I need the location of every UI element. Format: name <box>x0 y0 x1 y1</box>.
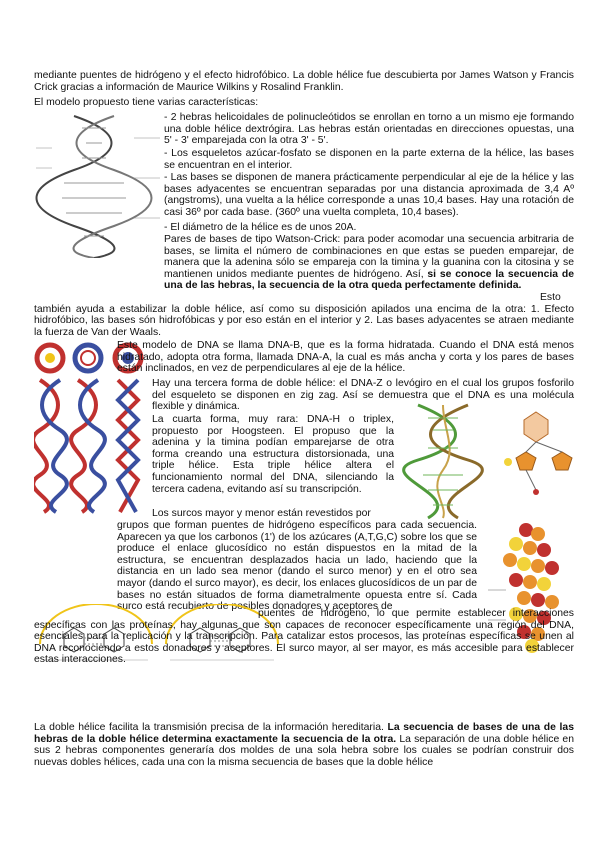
grooves-paragraph-middle: grupos que forman puentes de hidrógeno específicos para cada secuencia. Aparecen ya que los carbonos (1') de los azúcares (A,T,G,C) sobre los que se produce el enlace glucosídico no están dispuestos en la mitad de la estructura, se encuentran desplazados hacia un lado, haciendo que la distancia en un lado sea menor (dando el surco menor) y en el otro sea mayor (dando el surco mayor), es decir, los enlaces glucosídicos de un par de bases no están situados de forma diametralmente opuesta entre sí. Cada surco está recubierto de posibles donadores y aceptores de <box>117 520 477 613</box>
final-text-bold: La secuencia de bases de una de las hebras de la doble hélice determina exactamente la secuencia de la otra. <box>34 722 574 745</box>
watson-crick-paragraph-start <box>164 234 574 292</box>
final-text-end: La separación de una doble hélice en sus 2 hebras componentes generaría dos moldes de una sola hebra sobre los cuales se podrían construir dos nuevas dobles hélices, cada una con la misma secuencia de bases que la doble hélice <box>34 733 574 768</box>
final-paragraph <box>34 722 574 768</box>
bullet-helix-strands: - 2 hebras helicoidales de polinucleótidos se enrollan en torno a un mismo eje formando una doble hélice dextrógira. Las hebras están orientadas en direcciones opuestas, una 5' - 3' emparejada con la otra 3' - 5'. <box>164 112 574 147</box>
helix-strands <box>37 116 152 258</box>
intro-paragraph: mediante puentes de hidrógeno y el efecto hidrofóbico. La doble hélice fue descubierta por James Watson y Francis Crick gracias a información de Maurice Wilkins y Rosalind Franklin. <box>34 70 574 93</box>
dna-z-helix <box>118 380 138 512</box>
model-heading: El modelo propuesto tiene varias características: <box>34 97 259 108</box>
double-helix-diagram <box>34 108 162 258</box>
dna-b-paragraph: Este modelo de DNA se llama DNA-B, que es la forma hidratada. Cuando el DNA está menos hidratado, adopta otra forma, llamada DNA-A, la cual es más ancha y corta y los pares de bases están inclinados, en vez de perpendiculares al eje de la hélice. <box>117 340 574 375</box>
dna-z-paragraph: Hay una tercera forma de doble hélice: el DNA-Z o levógiro en el cual los grupos fosforilo del esqueleto se disponen en zig zag. Así se demuestra que el DNA es una molécula flexible y dinámica. <box>152 378 574 413</box>
bullet-bases: - Las bases se disponen de manera prácticamente perpendicular al eje de la hélice y las bases adyacentes se encuentran separadas por una distancia aproximada de 3,4 Aº (angstroms), una vuelta a la hélice corresponde a unas 10,4 bases. Hay una rotación de casi 36º por cada base. (360º una vuelta completa, 10,4 bases). <box>164 172 574 218</box>
dna-h-paragraph: La cuarta forma, muy rara: DNA-H o triplex, propuesto por Hoogsteen. El propuso que la adenina y la timina podían emparejarse de otra forma creando una estructura distorsionada, una triple hélice. Esta triple hélice altera el funcionamiento normal del DNA, silenciando la tercera cadena, evitando así su transcripción. <box>152 414 394 495</box>
dna-a-helix <box>34 380 67 512</box>
watson-crick-bold: si se conoce la secuencia de una de las hebras, la secuencia de la otra queda perfectamente definida. <box>164 268 574 292</box>
watson-crick-paragraph-end: Esto también ayuda a estabilizar la doble hélice, así como su disposición apilados una encima de la otra: 1. Efecto hidrofóbico, las bases són hidrofóbicas y por eso están en el interior y 2. Las bases adyacentes se atraen mediante la fuerza de Van der Waals. <box>34 292 574 338</box>
watson-crick-text: Pares de bases de tipo Watson-Crick: para poder acomodar una secuencia arbitraria de bases, se limita el número de combinaciones en que estas se pueden emparejar, de manera que la adenina sólo se empareja con la timina y la guanina con la citosina y se mantienen unidos mediante puentes de hidrógeno. Así, <box>164 234 574 280</box>
grooves-paragraph-end: puentes de hidrógeno, lo que permite establecer interacciones específicas con las proteínas, hay algunas que son capaces de reconocer específicamente una región del DNA, esenciales para la replicación y la transcripción. Para catalizar estos procesos, las proteínas específicas se unen al DNA reconociendo a estos donadores y aceptores. El surco mayor, al ser mayor, es más accesible para establecer estas interacciones. <box>34 608 574 666</box>
dna-b-helix <box>71 380 105 512</box>
grooves-paragraph-start: Los surcos mayor y menor están revestidos por <box>152 508 371 519</box>
triple-helix-figure <box>398 400 494 520</box>
nucleotide-structure-figure <box>496 400 576 510</box>
bullet-diameter: - El diámetro de la hélice es de unos 20A. <box>164 222 357 233</box>
bullet-sugar-phosphate: - Los esqueletos azúcar-fosfato se disponen en la parte externa de la hélice, las bases se encuentran en el interior. <box>164 148 574 171</box>
final-text-start: La doble hélice facilita la transmisión precisa de la información hereditaria. <box>34 722 388 733</box>
